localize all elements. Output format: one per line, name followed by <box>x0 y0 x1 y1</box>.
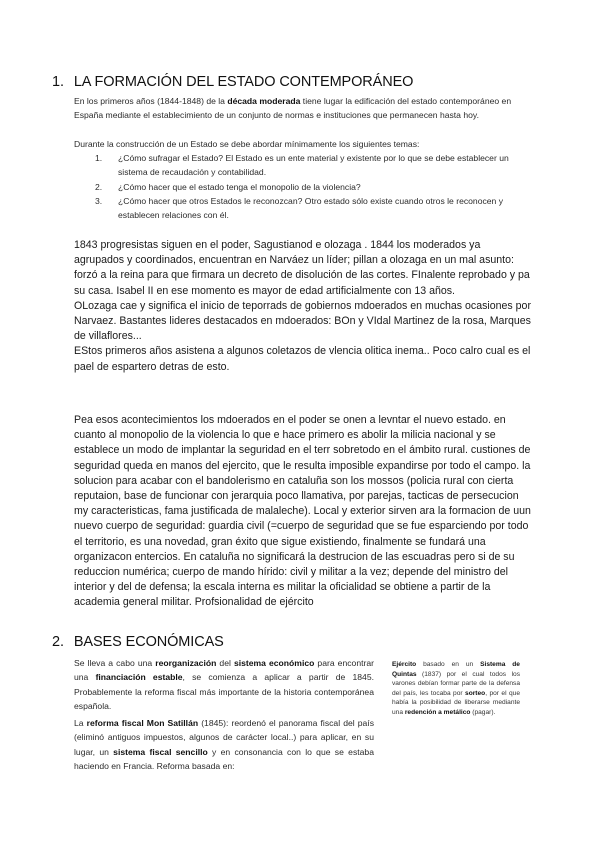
list-item-number: 1. <box>95 153 103 163</box>
text-run: para encontrar una <box>74 658 374 683</box>
intro-paragraph <box>74 94 524 123</box>
text-run: (pagar). <box>470 708 496 716</box>
section-1-title: LA FORMACIÓN DEL ESTADO CONTEMPORÁNEO <box>73 74 414 90</box>
section-2-number: 2. <box>52 634 64 650</box>
bold-run: Sistema de Quintas <box>392 661 520 678</box>
section-1-number: 1. <box>52 74 64 90</box>
bold-run: sistema fiscal sencillo <box>113 746 208 757</box>
list-item-text: ¿Cómo hacer que otros Estados le reconozcan? Otro estado sólo existe cuando otros le reconocen y establecen relaciones con él. <box>118 195 504 221</box>
list-item-number: 2. <box>95 181 103 192</box>
text-run: , se comienza a aplicar a partir de 1845. Probablemente la reforma fiscal más importante de la historia contemporánea española. <box>74 672 374 711</box>
bold-run: reforma fiscal Mon Satillán <box>86 718 199 728</box>
list-item <box>95 194 520 223</box>
bold-run: financiación estable <box>95 672 183 683</box>
economy-paragraph-2 <box>74 716 374 773</box>
section-1-heading <box>52 74 413 90</box>
lead-paragraph: Durante la construcción de un Estado se debe abordar mínimamente los siguientes temas: <box>74 139 420 149</box>
bold-run: sistema económico <box>233 658 315 668</box>
side-note <box>392 660 520 718</box>
intro-text-2: tiene lugar la edificación del estado contemporáneo en España mediante el establecimiento de un conjunto de normas e instituciones que permanecen hasta hoy. <box>74 96 512 121</box>
notes-block <box>74 238 532 375</box>
list-item <box>95 180 520 194</box>
economy-paragraph-1 <box>74 656 374 713</box>
text-run: y en consonancia con lo que se estaba haciendo en Francia. Reforma basada en: <box>74 746 374 771</box>
bold-run: reorganización <box>155 658 217 668</box>
security-paragraph: Pea esos acontecimientos los mdoerados en el poder se onen a levntar el nuevo estado. en cuanto al monopolio de la violencia lo que e hace primero es abolir la milicia nacional y se establece un modo de implantar la seguridad en el terr sobretodo en el ámbito rural. custiones de seguridad queda en manos del ejercito, que le resulta imposible expandirse por todo el campo. la solucion para acabar con el bandolerismo en cataluña son los mossos (policia rural con cierta reputaion, base de funcionar con jerarquia poco llamativa, por parejas, tacticas de persecucion my caracteristicas, fama justificada de malaleche). Local y exterior sirven ara la formacion de uun nuevo cuerpo de seguridad: guardia civil (=cuerpo de seguridad que se fue esparciendo por todo el territorio, es una novedad, gran éxito que sigue existiendo, finalmente se fundará una organizacon entercios. En cataluña no significará la destrucion de las escuadras pero si de su reduccion numérica; cuerpo de mando hírido: civil y militar a la vez; depende del ministro del interior y del de defensa; la escala interna es militar la oficialidad se obtiene a partir de la academia general militar. Profsionalidad de ejército <box>74 414 531 609</box>
text-run: del <box>216 658 234 668</box>
bold-run: sorteo <box>465 689 486 697</box>
text-run: , por el que había la posibilidad de liberarse mediante una <box>392 689 520 716</box>
intro-bold-decada-moderada: década moderada <box>227 96 301 106</box>
list-item-text: ¿Cómo sufragar el Estado? El Estado es un ente material y existente por lo que se debe establecer un sistema de recaudación y contabilidad. <box>118 153 509 178</box>
text-run: La <box>74 718 87 728</box>
list-item-number: 3. <box>95 195 103 206</box>
list-item <box>95 151 520 180</box>
list-item-text: ¿Cómo hacer que el estado tenga el monopolio de la violencia? <box>118 181 361 192</box>
intro-text-1: En los primeros años (1844-1848) de la <box>74 96 228 106</box>
section-2-title: BASES ECONÓMICAS <box>73 634 224 650</box>
section-2-heading <box>52 634 224 650</box>
text-run: (1837) por el cual todos los varones debían formar parte de la defensa del país, les tocaba por <box>392 670 520 697</box>
text-run: Se lleva a cabo una <box>74 658 156 668</box>
text-run: basado en un <box>416 661 481 668</box>
text-run: (1845): reordenó el panorama fiscal del país (eliminó antiguos impuestos, algunos de carácter local..) para aplicar, en su lugar, un <box>74 718 374 757</box>
bold-run: redención a metálico <box>404 708 471 716</box>
note-paragraph: 1843 progresistas siguen en el poder, Sagustianod e olozaga . 1844 los moderados ya agrupados y coordinados, encuentran en Narváez un líder; pillan a olozaga en un mal asunto: forzó a la reina para que firmara un decreto de disolución de las cortes. FInalente reprobado y pa su casa. Isabel II en ese momento es mayor de edad artificialmente con 13 años. <box>74 239 530 297</box>
note-paragraph: EStos primeros años asistena a algunos coletazos de vlencia olitica inema.. Poco calro cual es el pael de espartero detras de esto. <box>74 345 531 373</box>
questions-list <box>95 151 520 222</box>
note-paragraph: OLozaga cae y significa el inicio de teporrads de gobiernos mdoerados en muchas ocasiones por Narvaez. Bastantes lideres destacados en mdoerados: BOn y VIdal Martinez de la rosa, Marques de villaflores... <box>74 299 531 343</box>
bold-run: Ejército <box>392 661 417 668</box>
